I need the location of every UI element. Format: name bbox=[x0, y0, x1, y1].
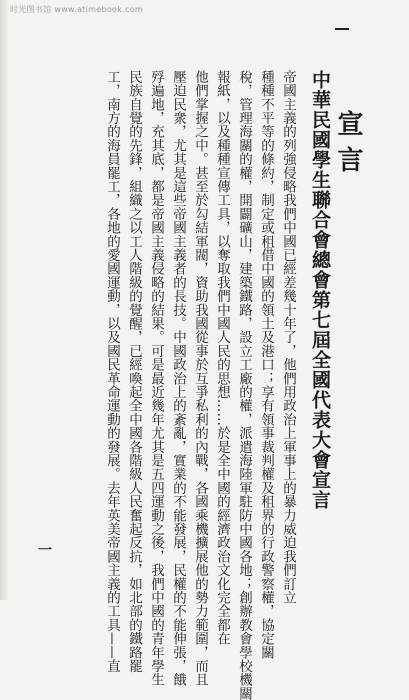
text-line-8: 民族自覺的先鋒，組織之以工人階級的覺醒，已經喚起全中國各階級人民奮起反抗，如北部的鐵路罷 bbox=[126, 70, 142, 673]
text-line-1: 帝國主義的列強侵略我們中國已經差幾十年了，他們用政治上軍事上的暴力威迫我們訂立 bbox=[280, 70, 296, 605]
text-line-5: 他們掌握之中。甚至於勾結軍閥，資助我國從事於互爭私利的內戰，各國乘機擴展他的勢力範圍，而且 bbox=[192, 70, 208, 687]
text-line-9: 工，南方的海員罷工，各地的愛國運動，以及國民革命運動的發展。去年英美帝國主義的工具——直 bbox=[104, 70, 120, 673]
text-line-7: 殍遍地，充其底，都是帝國主義侵略的結果。可是最近幾年尤其是五四運動之後，我們中國的青年學生 bbox=[148, 70, 164, 687]
document-title: 宣言 bbox=[333, 110, 363, 182]
watermark: 时光图书馆 www.atimebook.com bbox=[10, 5, 143, 14]
page-edge bbox=[0, 0, 10, 600]
text-line-4: 報紙，以及種種宣傳工具，以奪取我們中國人民的思想……於是全中國的經濟政治文化完全都在 bbox=[214, 70, 230, 646]
text-line-2: 種種不平等的條約，制定或租借中國的領土及港口；享有領事裁判權及租界的行政警察權，協定關 bbox=[258, 70, 274, 660]
document-columns bbox=[103, 70, 363, 700]
text-line-3: 稅，管理海關的權，開闢礦山，建築鐵路，設立工廠的權，派遣海陸軍駐防中國各地；創辦教會學校機關 bbox=[236, 70, 252, 700]
page-number: 一 bbox=[38, 543, 52, 559]
top-rule-mark bbox=[335, 28, 349, 30]
document-subtitle: 中華民國學生聯合會總會第七屆全國代表大會宣言 bbox=[309, 70, 331, 510]
text-line-6: 壓迫民衆，尤其是這些帝國主義者的長技。中國政治上的紊亂，實業的不能發展，民權的不能伸張，餓 bbox=[170, 70, 186, 687]
